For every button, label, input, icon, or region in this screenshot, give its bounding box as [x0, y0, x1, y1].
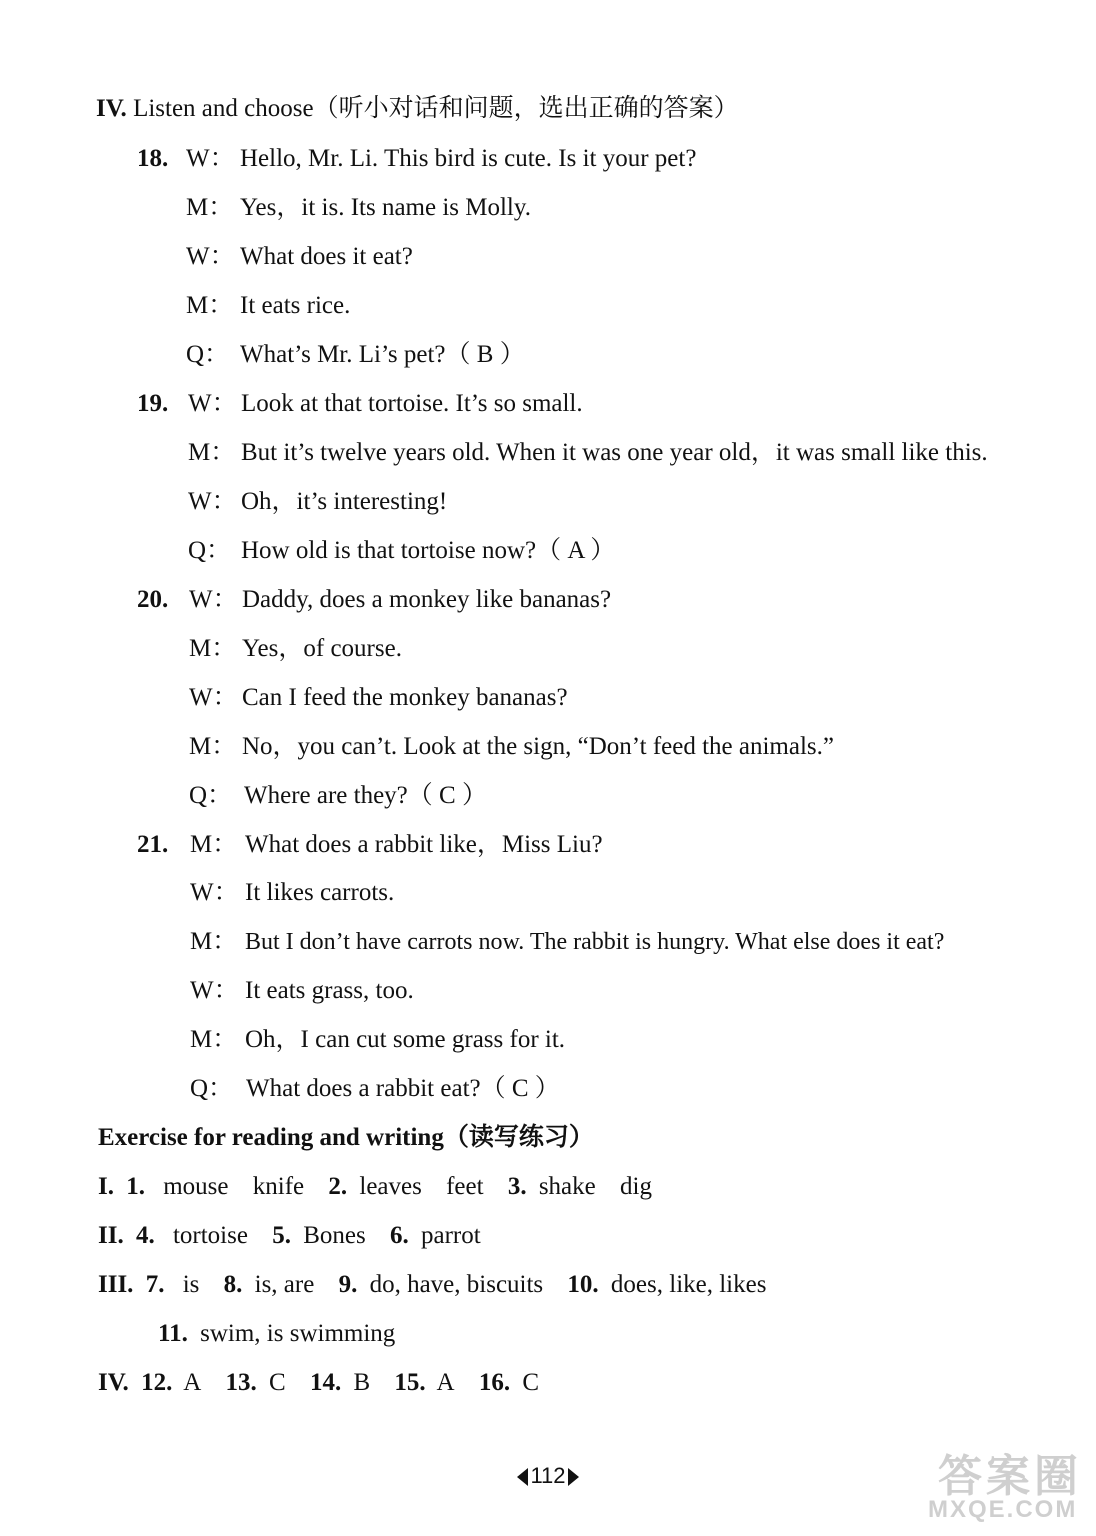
page-number: 112 — [530, 1463, 566, 1488]
speaker-label: W： — [189, 586, 238, 613]
question-number: 5. — [272, 1222, 291, 1249]
speaker-label: W： — [186, 145, 235, 172]
question-number: 10. — [567, 1271, 599, 1298]
dialog-question: What does a rabbit eat?（ C ） — [246, 1075, 560, 1102]
question-number: 9. — [338, 1271, 358, 1298]
section-label: III. — [98, 1271, 134, 1298]
speaker-label: M： — [188, 439, 236, 466]
dialog-line: Yes，of course. — [242, 635, 402, 662]
dialog-line: It eats rice. — [240, 292, 351, 319]
speaker-label: M： — [189, 733, 237, 760]
exercise-heading: Exercise for reading and writing（读写练习） — [98, 1124, 594, 1151]
answer-row-iii-cont — [158, 1318, 395, 1350]
section-label: II. — [98, 1222, 124, 1249]
dialog-line: Hello, Mr. Li. This bird is cute. Is it your pet? — [240, 145, 697, 172]
question-number: 2. — [328, 1173, 348, 1200]
speaker-label: M： — [190, 1026, 238, 1053]
answer: C — [522, 1369, 539, 1396]
question-number: 8. — [223, 1271, 243, 1298]
speaker-label: W： — [186, 243, 235, 270]
answer-row-iii — [98, 1269, 766, 1301]
question-number: 16. — [478, 1369, 511, 1396]
dialog-line: What does a rabbit like，Miss Liu? — [245, 831, 603, 858]
section-iv-title: Listen and choose（听小对话和问题，选出正确的答案） — [133, 95, 739, 122]
speaker-label: M： — [190, 831, 238, 858]
answer-row-iv — [98, 1367, 539, 1399]
dialog-number: 18. — [137, 145, 169, 172]
question-number: 3. — [507, 1173, 527, 1200]
question-number: 7. — [145, 1271, 165, 1298]
dialog-number: 20. — [137, 586, 169, 613]
question-number: 14. — [309, 1369, 342, 1396]
question-number: 12. — [141, 1369, 173, 1396]
question-number: 6. — [389, 1222, 409, 1249]
speaker-label: W： — [190, 977, 239, 1004]
answer: is — [182, 1271, 200, 1298]
dialog-line: It likes carrots. — [245, 879, 395, 906]
speaker-label: M： — [186, 292, 234, 319]
answer: Bones — [303, 1222, 366, 1249]
question-number: 15. — [394, 1369, 426, 1396]
answer: feet — [446, 1173, 484, 1200]
speaker-label: Q： — [189, 782, 233, 809]
section-iv-label: IV. — [96, 95, 127, 122]
dialog-line: What does it eat? — [240, 243, 413, 270]
question-number: 11. — [158, 1320, 188, 1347]
dialog-line: Can I feed the monkey bananas? — [242, 684, 568, 711]
dialog-line: Oh，I can cut some grass for it. — [245, 1026, 566, 1053]
section-label: IV. — [98, 1369, 129, 1396]
answer: does, like, likes — [610, 1271, 767, 1298]
speaker-label: W： — [188, 488, 237, 515]
speaker-label: M： — [189, 635, 237, 662]
answer: B — [353, 1369, 371, 1396]
answer: shake — [538, 1173, 596, 1200]
question-number: 1. — [126, 1173, 145, 1200]
speaker-label: Q： — [186, 341, 230, 368]
speaker-label: M： — [186, 194, 234, 221]
watermark-text: 答案圈 — [938, 1452, 1082, 1501]
answer: C — [269, 1369, 286, 1396]
dialog-line: No，you can’t. Look at the sign, “Don’t feed the animals.” — [242, 733, 834, 760]
watermark-url: MXQE.COM — [928, 1496, 1078, 1523]
speaker-label: M： — [190, 928, 238, 955]
question-number: 4. — [135, 1222, 155, 1249]
watermark-logo — [908, 1440, 1088, 1530]
answer: leaves — [359, 1173, 422, 1200]
dialog-line: Yes，it is. Its name is Molly. — [240, 194, 532, 221]
answer-row-i — [98, 1171, 652, 1203]
dialog-line: Daddy, does a monkey like bananas? — [242, 586, 612, 613]
answer: do, have, biscuits — [369, 1271, 544, 1298]
answer: is, are — [254, 1271, 315, 1298]
dialog-question: What’s Mr. Li’s pet?（ B ） — [240, 341, 525, 368]
answer: knife — [252, 1173, 305, 1200]
dialog-question: How old is that tortoise now?（ A ） — [241, 537, 616, 564]
answer: A — [436, 1369, 455, 1396]
dialog-line: But I don’t have carrots now. The rabbit is hungry. What else does it eat? — [245, 929, 945, 955]
question-number: 13. — [225, 1369, 257, 1396]
answer: A — [183, 1369, 202, 1396]
left-triangle-icon — [517, 1468, 528, 1486]
dialog-question: Where are they?（ C ） — [244, 782, 487, 809]
answer: dig — [620, 1173, 652, 1200]
dialog-line: But it’s twelve years old. When it was one year old，it was small like this. — [241, 439, 988, 466]
speaker-label: Q： — [190, 1075, 234, 1102]
dialog-line: It eats grass, too. — [245, 977, 414, 1004]
answer: mouse — [163, 1173, 229, 1200]
answer: swim, is swimming — [200, 1320, 396, 1347]
section-label: I. — [98, 1173, 114, 1200]
right-triangle-icon — [568, 1468, 579, 1486]
dialog-number: 21. — [137, 831, 169, 858]
dialog-number: 19. — [137, 390, 169, 417]
answer-row-ii — [98, 1220, 481, 1252]
speaker-label: Q： — [188, 537, 232, 564]
speaker-label: W： — [189, 684, 238, 711]
answer: tortoise — [172, 1222, 248, 1249]
answer: parrot — [420, 1222, 481, 1249]
speaker-label: W： — [188, 390, 237, 417]
dialog-line: Look at that tortoise. It’s so small. — [241, 390, 583, 417]
section-iv-heading — [96, 93, 739, 125]
speaker-label: W： — [190, 879, 239, 906]
dialog-line: Oh，it’s interesting! — [241, 488, 448, 515]
